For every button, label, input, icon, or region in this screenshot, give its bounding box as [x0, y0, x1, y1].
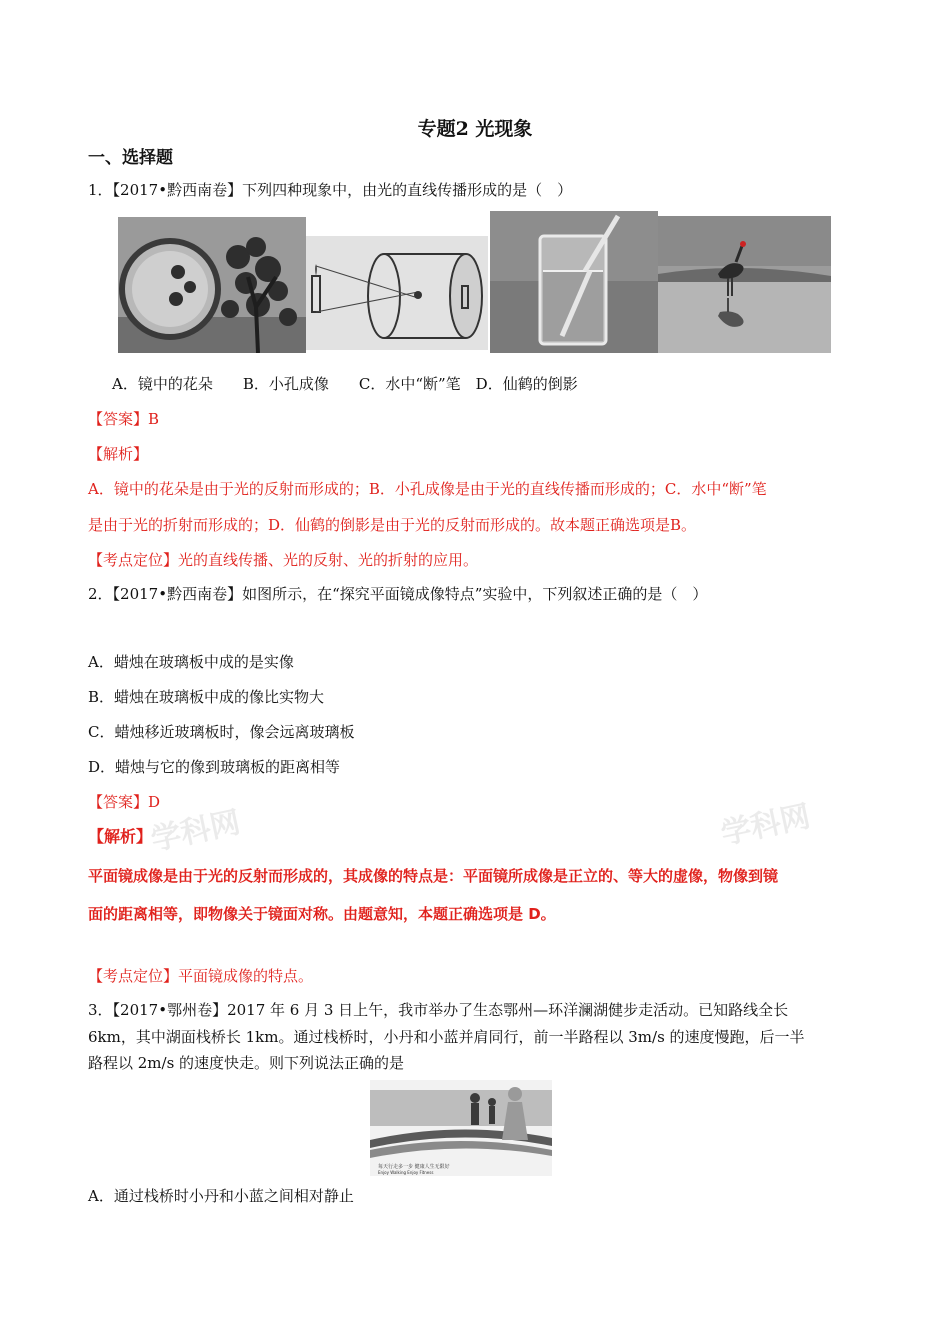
q2-analysis-line2: 面的距离相等，即物像关于镜面对称。由题意知，本题正确选项是 D。 — [88, 905, 556, 923]
q1-options: A．镜中的花朵 B．小孔成像 C．水中“断”笔 D．仙鹤的倒影 — [112, 375, 578, 393]
page-title: 专题2 光现象 — [417, 118, 533, 140]
q2-analysis-label: 【解析】 — [88, 827, 153, 846]
q2-option-d: D．蜡烛与它的像到玻璃板的距离相等 — [88, 758, 341, 776]
q1-answer: 【答案】B — [88, 410, 160, 428]
q2-kaodian: 【考点定位】平面镜成像的特点。 — [88, 967, 314, 985]
q1-image-pencil-water — [490, 211, 658, 353]
q3-stem-line1: 3．【2017•鄂州卷】2017 年 6 月 3 日上午，我市举办了生态鄂州—环洋澜湖健步走活动。已知路线全长 — [88, 1001, 789, 1019]
watermark-logo: 学科网 — [718, 798, 814, 852]
q1-image-crane-reflection — [658, 216, 831, 353]
q2-option-c: C．蜡烛移近玻璃板时，像会远离玻璃板 — [88, 723, 355, 741]
walking-activity-illustration — [370, 1080, 552, 1176]
pencil-in-water-illustration — [490, 211, 658, 353]
q3-caption-line2: Enjoy Walking Enjoy Fitness — [378, 1170, 434, 1175]
q2-answer: 【答案】D — [88, 793, 161, 811]
q1-image-flower-mirror — [118, 217, 306, 353]
q1-analysis-line2: 是由于光的折射而形成的；D．仙鹤的倒影是由于光的反射而形成的。故本题正确选项是B。 — [88, 516, 697, 534]
q3-option-a: A．通过栈桥时小丹和小蓝之间相对静止 — [88, 1187, 354, 1205]
q3-image-walking — [370, 1080, 552, 1176]
watermark-logo: 学科网 — [148, 804, 244, 858]
section-title: 一、选择题 — [88, 148, 173, 168]
pinhole-camera-illustration — [306, 236, 488, 350]
q2-stem: 2．【2017•黔西南卷】如图所示，在“探究平面镜成像特点”实验中，下列叙述正确的是（ ） — [88, 585, 708, 603]
q2-analysis-line1: 平面镜成像是由于光的反射而形成的，其成像的特点是：平面镜所成像是正立的、等大的虚像，物像到镜 — [88, 867, 779, 885]
q2-option-b: B．蜡烛在玻璃板中成的像比实物大 — [88, 688, 325, 706]
q1-stem: 1．【2017•黔西南卷】下列四种现象中，由光的直线传播形成的是（ ） — [88, 181, 573, 199]
q2-option-a: A．蜡烛在玻璃板中成的是实像 — [88, 653, 294, 671]
q3-caption-line1: 每天行走多一步 健康人生无限好 — [378, 1164, 450, 1170]
q1-analysis-label: 【解析】 — [88, 445, 149, 463]
flower-mirror-illustration — [118, 217, 306, 353]
q3-stem-line3: 路程以 2m/s 的速度快走。则下列说法正确的是 — [88, 1054, 405, 1072]
q3-stem-line2: 6km，其中湖面栈桥长 1km。通过栈桥时，小丹和小蓝并肩同行，前一半路程以 3m/s 的速度慢跑，后一半 — [88, 1028, 805, 1046]
q1-kaodian: 【考点定位】光的直线传播、光的反射、光的折射的应用。 — [88, 551, 479, 569]
crane-reflection-illustration — [658, 216, 831, 353]
q1-analysis-line1: A．镜中的花朵是由于光的反射而形成的；B．小孔成像是由于光的直线传播而形成的；C．水中“断”笔 — [88, 480, 767, 498]
q1-image-pinhole — [306, 236, 488, 350]
